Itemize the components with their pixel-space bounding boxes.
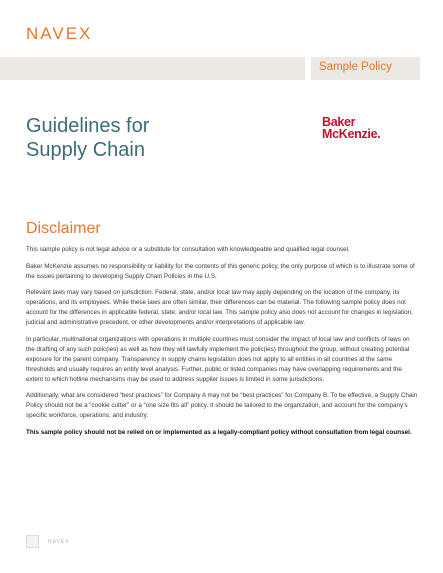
disclaimer-body (26, 245, 418, 444)
title-line-2: Supply Chain (26, 139, 145, 161)
disclaimer-paragraph: In particular, multinational organizations with operations in multiple countries must consider the impact of local law and conflicts of laws on the drafting of any such polic(ies) as well as how they will lawfully implement the polic(ies) throughout the group, without creating potential exposure for the parent company. Transparency in supply chains legislation does not apply to all entities in all countries at the same thresholds and usually requires an entity level analysis. Further, public or listed companies may have overlapping requirements and the extent to which hotline mechanisms may be used to address supplier issues is limited in some jurisdictions. (26, 335, 410, 383)
partner-logo-line-1: Baker (322, 115, 356, 129)
band-divider (305, 57, 311, 80)
disclaimer-heading: Disclaimer (26, 220, 101, 237)
disclaimer-paragraph: Relevant laws may vary based on jurisdiction. Federal, state, and/or local law may apply depending on the location of the company, its operations, and its employees. While these laws are often similar, their differences can be material. The following sample policy does not account for the differences in applicable federal, state, and/or local law. This sample policy also does not account for changes in legislation, judicial and administrative precedent, or other developments and/or interpretations of applicable law. (26, 289, 413, 326)
footer-brand: NAVEX (48, 539, 70, 545)
disclaimer-paragraph: This sample policy is not legal advice or a substitute for consultation with knowledgeable and qualified legal counsel. (26, 246, 350, 253)
navex-logo: NAVEX (26, 24, 93, 43)
disclaimer-paragraph: Additionally, what are considered “best practices” for Company A may not be “best practices” for Company B. To be effective, a Supply Chain Policy should not be a “cookie cutter” or a “one size fits all” policy. It should be tailored to the organization, and account for the company’s specific workforce, operations, and industry. (26, 392, 418, 419)
band-end (420, 57, 443, 80)
partner-logo-line-2: McKenzie. (322, 126, 381, 141)
disclaimer-paragraph: Baker McKenzie assumes no responsibility or liability for the contents of this generic policy, the only purpose of which is to illustrate some of the issues pertaining to developing Supply Chain Policies in the U.S. (26, 262, 415, 280)
sample-policy-tag: Sample Policy (319, 61, 392, 73)
page-title (26, 114, 149, 162)
page-number-box (26, 535, 39, 548)
disclaimer-bold-note: This sample policy should not be relied on or implemented as a legally-compliant policy without consultation from legal counsel. (26, 428, 412, 436)
header-band (0, 57, 443, 80)
baker-mckenzie-logo (322, 117, 380, 140)
title-line-1: Guidelines for (26, 115, 150, 137)
